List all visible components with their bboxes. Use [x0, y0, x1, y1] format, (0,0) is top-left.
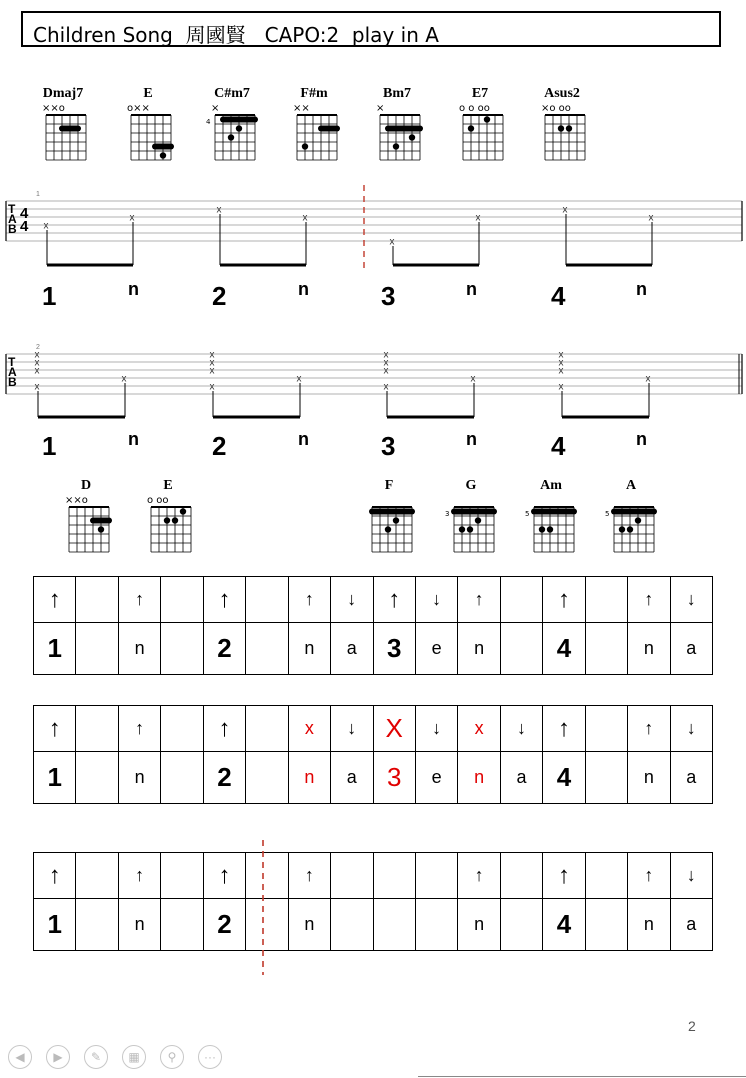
chord-name: F#m	[300, 86, 328, 101]
count-subdivision: e	[415, 752, 457, 804]
count-subdivision: n	[118, 623, 160, 675]
empty-cell	[246, 706, 288, 752]
strum-up-icon: ↑	[118, 706, 160, 752]
chord-diagram	[540, 86, 596, 176]
beat-and: n	[128, 279, 139, 299]
beat-number: 3	[381, 281, 396, 311]
measure-number: 2	[36, 344, 40, 351]
chord-diagram	[292, 86, 348, 176]
count-subdivision: n	[458, 899, 500, 951]
beat-number: 4	[551, 281, 566, 311]
tab-hit: x	[209, 381, 215, 393]
strum-down-icon: ↓	[331, 577, 373, 623]
tab-hit: x	[475, 212, 481, 224]
count-subdivision: a	[500, 752, 542, 804]
tab-hit: x	[383, 365, 389, 377]
count-subdivision: n	[288, 623, 330, 675]
string-markers: ×	[211, 103, 220, 114]
chord-diagram	[458, 86, 514, 176]
finger-dot	[627, 526, 633, 532]
chord-name: Dmaj7	[42, 86, 84, 101]
count-beat: 3	[373, 752, 415, 804]
strum-down-icon: ↓	[500, 706, 542, 752]
beat-number: 1	[42, 431, 57, 461]
count-subdivision: a	[670, 899, 712, 951]
finger-dot	[409, 134, 415, 140]
empty-cell	[331, 899, 373, 951]
string-markers: o o oo	[459, 103, 490, 114]
empty-cell	[585, 706, 627, 752]
empty-cell	[246, 577, 288, 623]
finger-dot	[459, 526, 465, 532]
finger-dot	[547, 526, 553, 532]
finger-dot	[467, 526, 473, 532]
fret-number: 5	[605, 510, 610, 518]
tab-hit: x	[209, 349, 215, 361]
strum-up-icon: ↑	[288, 853, 330, 899]
string-markers: ××	[293, 103, 310, 114]
time-signature: 4	[20, 218, 29, 235]
strum-up-icon: ↑	[458, 853, 500, 899]
count-beat: 4	[543, 623, 585, 675]
empty-cell	[331, 853, 373, 899]
prev-icon[interactable]: ◀	[8, 1045, 32, 1069]
strum-down-icon: ↓	[331, 706, 373, 752]
tab-hit: x	[121, 373, 127, 385]
chord-diagram	[375, 86, 431, 176]
tab-hit: x	[209, 357, 215, 369]
count-subdivision: a	[331, 752, 373, 804]
tab-hit: x	[558, 349, 564, 361]
section-divider-dash	[258, 840, 270, 975]
tab-hit: x	[648, 212, 654, 224]
chord-diagram	[525, 478, 585, 568]
string-markers: ×	[376, 103, 385, 114]
strum-up-accent-icon: ↑	[203, 706, 245, 752]
empty-cell	[585, 899, 627, 951]
tab-hit: x	[34, 349, 40, 361]
tab-hit: x	[34, 365, 40, 377]
chord-name: Bm7	[383, 86, 411, 101]
count-subdivision: n	[118, 752, 160, 804]
chord-name: G	[465, 478, 477, 493]
string-markers: ××o	[42, 103, 65, 114]
chord-diagram	[206, 86, 266, 176]
empty-cell	[585, 853, 627, 899]
tab-hit: x	[129, 212, 135, 224]
empty-cell	[585, 752, 627, 804]
finger-dot	[475, 517, 481, 523]
tab-clef-letter: B	[8, 222, 17, 236]
chord-diagram	[367, 478, 423, 568]
empty-cell	[373, 853, 415, 899]
more-icon[interactable]: ···	[198, 1045, 222, 1069]
empty-cell	[161, 853, 203, 899]
empty-cell	[161, 706, 203, 752]
beat-and: n	[466, 429, 477, 449]
tab-staff-1	[0, 185, 746, 275]
tab-hit: x	[34, 381, 40, 393]
mute-hit-accent: X	[373, 706, 415, 752]
measure-number: 1	[36, 191, 40, 198]
finger-dot	[484, 116, 490, 122]
strum-down-icon: ↓	[415, 577, 457, 623]
string-markers: o oo	[147, 495, 169, 506]
fret-number: 4	[206, 118, 211, 126]
beat-number: 2	[212, 281, 227, 311]
tab-clef-letter: A	[8, 212, 17, 226]
count-subdivision: a	[670, 623, 712, 675]
empty-cell	[500, 623, 542, 675]
chord-name: Asus2	[544, 86, 580, 101]
beat-and: n	[128, 429, 139, 449]
tab-clef-letter: T	[8, 355, 16, 369]
beat-number: 3	[381, 431, 396, 461]
finger-dot	[566, 125, 572, 131]
empty-cell	[76, 899, 118, 951]
strum-up-accent-icon: ↑	[203, 853, 245, 899]
tab-hit: x	[383, 349, 389, 361]
finger-dot	[180, 508, 186, 514]
tab-hit: x	[216, 204, 222, 216]
strum-down-icon: ↓	[670, 706, 712, 752]
count-subdivision: a	[670, 752, 712, 804]
time-signature: 4	[20, 205, 29, 222]
tab-hit: x	[296, 373, 302, 385]
empty-cell	[161, 899, 203, 951]
strum-down-icon: ↓	[670, 577, 712, 623]
mute-hit: x	[458, 706, 500, 752]
strum-up-icon: ↑	[458, 577, 500, 623]
chord-name: Am	[540, 478, 562, 493]
count-subdivision: a	[331, 623, 373, 675]
chord-diagram	[146, 478, 202, 568]
slides-icon[interactable]: ▦	[122, 1045, 146, 1069]
strum-table-1	[33, 576, 713, 675]
finger-dot	[172, 517, 178, 523]
tab-hit: x	[209, 365, 215, 377]
chord-name: E	[143, 86, 153, 101]
strum-table-2	[33, 705, 713, 804]
empty-cell	[76, 577, 118, 623]
beat-and: n	[298, 429, 309, 449]
zoom-icon[interactable]: ⚲	[160, 1045, 184, 1069]
count-subdivision: n	[118, 899, 160, 951]
beat-and: n	[298, 279, 309, 299]
empty-cell	[500, 577, 542, 623]
pen-icon[interactable]: ✎	[84, 1045, 108, 1069]
beat-and: n	[466, 279, 477, 299]
tab-hit: x	[302, 212, 308, 224]
next-icon[interactable]: ▶	[46, 1045, 70, 1069]
tab-hit: x	[562, 204, 568, 216]
finger-dot	[393, 143, 399, 149]
empty-cell	[246, 623, 288, 675]
beat-number: 1	[42, 281, 57, 311]
strum-up-icon: ↑	[118, 853, 160, 899]
chord-diagram	[445, 478, 505, 568]
strum-table-3	[33, 852, 713, 951]
empty-cell	[415, 853, 457, 899]
fret-number: 5	[525, 510, 530, 518]
empty-cell	[76, 853, 118, 899]
chord-name: E	[163, 478, 173, 493]
strum-up-accent-icon: ↑	[34, 577, 76, 623]
empty-cell	[585, 577, 627, 623]
strum-up-accent-icon: ↑	[543, 577, 585, 623]
count-beat: 1	[34, 752, 76, 804]
chord-name: C#m7	[214, 86, 250, 101]
count-beat: 2	[203, 752, 245, 804]
strum-up-icon: ↑	[628, 706, 670, 752]
tab-hit: x	[43, 220, 49, 232]
finger-dot	[558, 125, 564, 131]
strum-down-icon: ↓	[670, 853, 712, 899]
empty-cell	[76, 752, 118, 804]
finger-dot	[635, 517, 641, 523]
empty-cell	[161, 623, 203, 675]
page-number: 2	[688, 1018, 696, 1034]
finger-dot	[539, 526, 545, 532]
finger-dot	[228, 134, 234, 140]
finger-dot	[164, 517, 170, 523]
count-beat: 2	[203, 623, 245, 675]
count-beat: 1	[34, 899, 76, 951]
count-subdivision: n	[288, 752, 330, 804]
tab-hit: x	[389, 236, 395, 248]
tab-hit: x	[470, 373, 476, 385]
chord-name: F	[384, 478, 394, 493]
strum-up-accent-icon: ↑	[34, 706, 76, 752]
strum-up-accent-icon: ↑	[203, 577, 245, 623]
finger-dot	[302, 143, 308, 149]
tab-hit: x	[383, 381, 389, 393]
strum-down-icon: ↓	[415, 706, 457, 752]
count-subdivision: n	[628, 899, 670, 951]
song-title: Children Song 周國賢 CAPO:2 play in A	[33, 23, 439, 47]
tab-hit: x	[558, 365, 564, 377]
empty-cell	[585, 623, 627, 675]
count-subdivision: n	[458, 752, 500, 804]
beat-and: n	[636, 429, 647, 449]
count-subdivision: n	[628, 752, 670, 804]
empty-cell	[500, 899, 542, 951]
finger-dot	[98, 526, 104, 532]
strum-up-accent-icon: ↑	[34, 853, 76, 899]
strum-up-icon: ↑	[628, 577, 670, 623]
empty-cell	[161, 577, 203, 623]
strum-up-icon: ↑	[118, 577, 160, 623]
strum-up-accent-icon: ↑	[373, 577, 415, 623]
strum-up-icon: ↑	[628, 853, 670, 899]
strum-up-icon: ↑	[288, 577, 330, 623]
finger-dot	[236, 125, 242, 131]
string-markers: ×o oo	[541, 103, 571, 114]
chord-name: E7	[471, 86, 489, 101]
tab-hit: x	[383, 357, 389, 369]
count-beat: 3	[373, 623, 415, 675]
empty-cell	[500, 853, 542, 899]
count-subdivision: n	[628, 623, 670, 675]
finger-dot	[468, 125, 474, 131]
finger-dot	[385, 526, 391, 532]
tab-hit: x	[34, 357, 40, 369]
chord-diagram	[126, 86, 182, 176]
beat-number: 4	[551, 431, 566, 461]
empty-cell	[161, 752, 203, 804]
tab-clef-letter: T	[8, 202, 16, 216]
beat-and: n	[636, 279, 647, 299]
count-subdivision: e	[415, 623, 457, 675]
chord-diagram	[605, 478, 665, 568]
count-beat: 4	[543, 752, 585, 804]
tab-clef-letter: B	[8, 375, 17, 389]
chord-diagram	[64, 478, 120, 568]
empty-cell	[76, 623, 118, 675]
title-box	[21, 11, 721, 47]
tab-hit: x	[558, 381, 564, 393]
count-beat: 4	[543, 899, 585, 951]
tab-hit: x	[645, 373, 651, 385]
string-markers: ××o	[65, 495, 88, 506]
fret-number: 3	[445, 510, 450, 518]
count-subdivision: n	[458, 623, 500, 675]
divider-line	[418, 1076, 746, 1077]
empty-cell	[76, 706, 118, 752]
count-subdivision: n	[288, 899, 330, 951]
strum-up-accent-icon: ↑	[543, 853, 585, 899]
string-markers: o××	[127, 103, 150, 114]
beat-number: 2	[212, 431, 227, 461]
chord-name: A	[625, 478, 637, 493]
empty-cell	[246, 752, 288, 804]
finger-dot	[160, 152, 166, 158]
chord-diagram	[41, 86, 97, 176]
strum-up-accent-icon: ↑	[543, 706, 585, 752]
empty-cell	[415, 899, 457, 951]
tab-staff-2	[0, 344, 746, 424]
finger-dot	[393, 517, 399, 523]
count-beat: 1	[34, 623, 76, 675]
empty-cell	[373, 899, 415, 951]
mute-hit: x	[288, 706, 330, 752]
tab-hit: x	[558, 357, 564, 369]
finger-dot	[619, 526, 625, 532]
count-beat: 2	[203, 899, 245, 951]
chord-name: D	[80, 478, 92, 493]
tab-clef-letter: A	[8, 365, 17, 379]
